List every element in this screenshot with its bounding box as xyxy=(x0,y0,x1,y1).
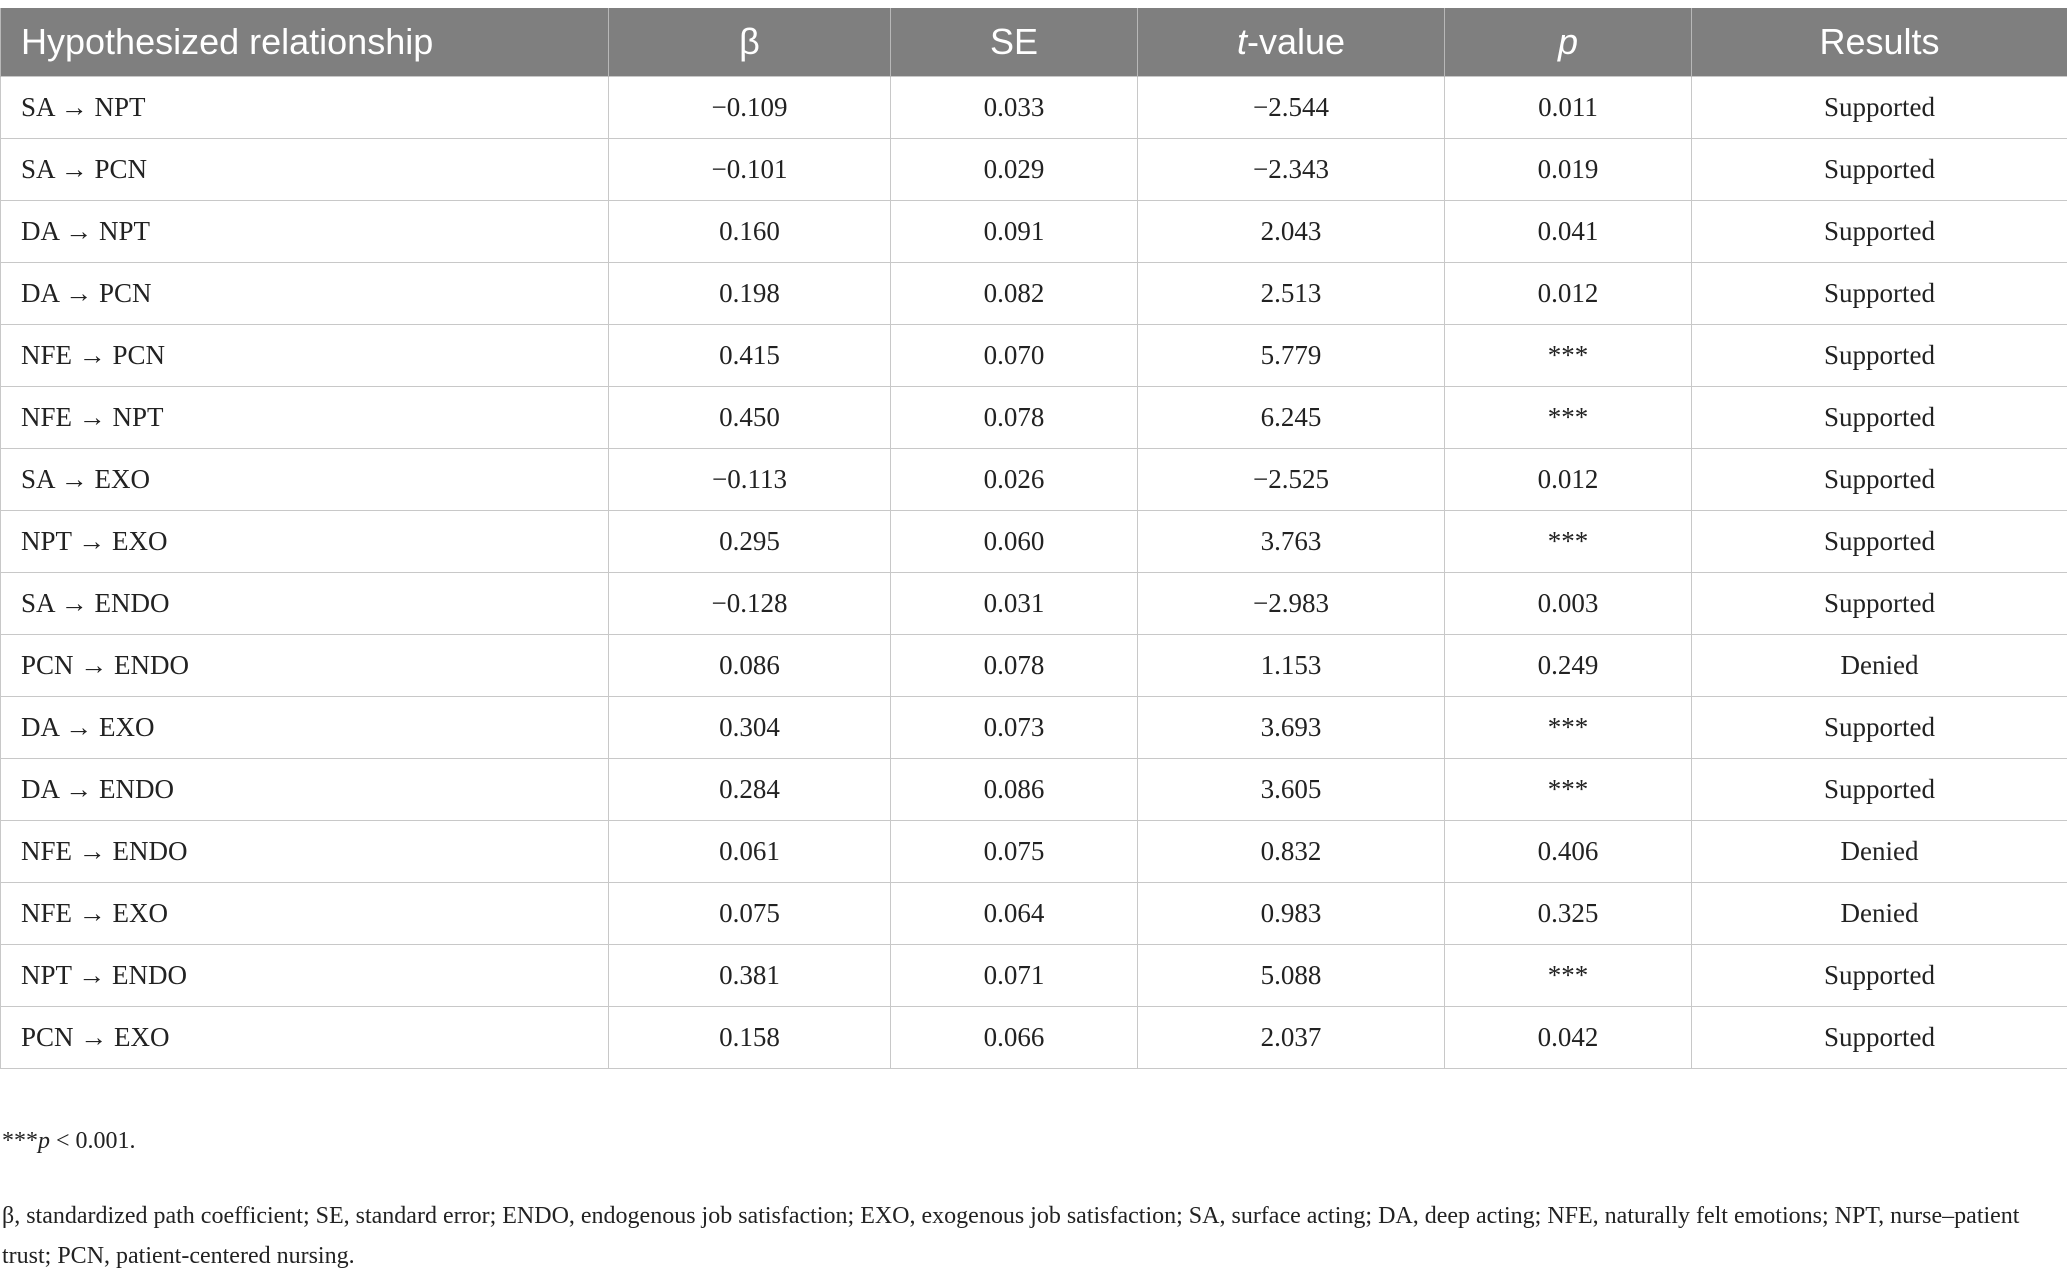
relationship-cell: DA → NPT xyxy=(1,201,609,263)
result-cell: Denied xyxy=(1692,883,2067,945)
result-cell: Supported xyxy=(1692,1007,2067,1069)
table-row xyxy=(1,387,2067,449)
header-t-suffix: -value xyxy=(1246,21,1346,62)
beta-cell: 0.198 xyxy=(609,263,891,325)
beta-cell: 0.284 xyxy=(609,759,891,821)
se-cell: 0.031 xyxy=(891,573,1138,635)
table-row xyxy=(1,201,2067,263)
table-row xyxy=(1,449,2067,511)
table-row xyxy=(1,759,2067,821)
result-cell: Supported xyxy=(1692,77,2067,139)
relationship-cell: NFE → ENDO xyxy=(1,821,609,883)
p-cell: 0.042 xyxy=(1445,1007,1692,1069)
se-cell: 0.071 xyxy=(891,945,1138,1007)
se-cell: 0.066 xyxy=(891,1007,1138,1069)
abbreviations-note: β, standardized path coefficient; SE, standard error; ENDO, endogenous job satisfaction; EXO, exogenous job satisfaction; SA, surface acting; DA, deep acting; NFE, naturally felt emotions; NPT, nurse–patient trust; PCN, patient-centered nursing. xyxy=(2,1203,2020,1269)
relationship-cell: PCN → ENDO xyxy=(1,635,609,697)
result-cell: Denied xyxy=(1692,821,2067,883)
result-cell: Supported xyxy=(1692,449,2067,511)
se-cell: 0.033 xyxy=(891,77,1138,139)
relationship-cell: NFE → PCN xyxy=(1,325,609,387)
se-cell: 0.078 xyxy=(891,387,1138,449)
se-cell: 0.078 xyxy=(891,635,1138,697)
result-cell: Supported xyxy=(1692,697,2067,759)
relationship-cell: PCN → EXO xyxy=(1,1007,609,1069)
result-cell: Supported xyxy=(1692,511,2067,573)
table-row xyxy=(1,1007,2067,1069)
t-value-cell: 3.605 xyxy=(1138,759,1445,821)
relationship-cell: DA → EXO xyxy=(1,697,609,759)
se-cell: 0.073 xyxy=(891,697,1138,759)
t-value-cell: 2.043 xyxy=(1138,201,1445,263)
t-value-cell: −2.983 xyxy=(1138,573,1445,635)
beta-cell: −0.128 xyxy=(609,573,891,635)
t-value-cell: 6.245 xyxy=(1138,387,1445,449)
table-row xyxy=(1,883,2067,945)
t-value-cell: 3.693 xyxy=(1138,697,1445,759)
table-row xyxy=(1,139,2067,201)
beta-cell: 0.160 xyxy=(609,201,891,263)
se-cell: 0.064 xyxy=(891,883,1138,945)
se-cell: 0.070 xyxy=(891,325,1138,387)
result-cell: Supported xyxy=(1692,759,2067,821)
t-value-cell: 1.153 xyxy=(1138,635,1445,697)
beta-cell: 0.450 xyxy=(609,387,891,449)
relationship-cell: SA → PCN xyxy=(1,139,609,201)
table-row xyxy=(1,325,2067,387)
relationship-cell: NPT → ENDO xyxy=(1,945,609,1007)
beta-cell: 0.075 xyxy=(609,883,891,945)
beta-cell: −0.109 xyxy=(609,77,891,139)
table-row xyxy=(1,635,2067,697)
beta-cell: −0.101 xyxy=(609,139,891,201)
result-cell: Supported xyxy=(1692,573,2067,635)
beta-cell: 0.304 xyxy=(609,697,891,759)
t-value-cell: 0.832 xyxy=(1138,821,1445,883)
result-cell: Supported xyxy=(1692,945,2067,1007)
t-value-cell: −2.343 xyxy=(1138,139,1445,201)
header-beta: β xyxy=(609,8,891,77)
table-header-row xyxy=(1,8,2067,77)
beta-cell: 0.381 xyxy=(609,945,891,1007)
table-row xyxy=(1,573,2067,635)
significance-p: p xyxy=(38,1128,50,1154)
beta-cell: 0.158 xyxy=(609,1007,891,1069)
table-row xyxy=(1,511,2067,573)
result-cell: Supported xyxy=(1692,325,2067,387)
p-cell: 0.011 xyxy=(1445,77,1692,139)
t-value-cell: −2.544 xyxy=(1138,77,1445,139)
header-p-italic: p xyxy=(1557,21,1579,62)
table-row xyxy=(1,263,2067,325)
se-cell: 0.026 xyxy=(891,449,1138,511)
p-cell: *** xyxy=(1445,697,1692,759)
table-row xyxy=(1,945,2067,1007)
relationship-cell: NFE → EXO xyxy=(1,883,609,945)
p-cell: *** xyxy=(1445,325,1692,387)
significance-symbol: *** xyxy=(2,1128,38,1154)
se-cell: 0.029 xyxy=(891,139,1138,201)
table-row xyxy=(1,821,2067,883)
t-value-cell: 0.983 xyxy=(1138,883,1445,945)
relationship-cell: SA → EXO xyxy=(1,449,609,511)
result-cell: Denied xyxy=(1692,635,2067,697)
significance-threshold: < 0.001. xyxy=(50,1128,136,1154)
p-cell: 0.041 xyxy=(1445,201,1692,263)
significance-note xyxy=(2,1128,136,1155)
p-cell: *** xyxy=(1445,945,1692,1007)
relationship-cell: NPT → EXO xyxy=(1,511,609,573)
p-cell: 0.012 xyxy=(1445,263,1692,325)
p-cell: *** xyxy=(1445,387,1692,449)
beta-cell: −0.113 xyxy=(609,449,891,511)
p-cell: *** xyxy=(1445,759,1692,821)
header-p xyxy=(1445,8,1692,77)
table-row xyxy=(1,77,2067,139)
t-value-cell: 2.037 xyxy=(1138,1007,1445,1069)
result-cell: Supported xyxy=(1692,201,2067,263)
relationship-cell: SA → NPT xyxy=(1,77,609,139)
beta-cell: 0.295 xyxy=(609,511,891,573)
p-cell: 0.249 xyxy=(1445,635,1692,697)
beta-cell: 0.415 xyxy=(609,325,891,387)
relationship-cell: DA → PCN xyxy=(1,263,609,325)
p-cell: 0.325 xyxy=(1445,883,1692,945)
t-value-cell: 2.513 xyxy=(1138,263,1445,325)
se-cell: 0.082 xyxy=(891,263,1138,325)
result-cell: Supported xyxy=(1692,139,2067,201)
hypothesis-results-table xyxy=(0,8,2067,1069)
t-value-cell: 3.763 xyxy=(1138,511,1445,573)
header-t-italic: t xyxy=(1236,21,1247,62)
t-value-cell: 5.088 xyxy=(1138,945,1445,1007)
header-t-value xyxy=(1138,8,1445,77)
se-cell: 0.091 xyxy=(891,201,1138,263)
p-cell: 0.019 xyxy=(1445,139,1692,201)
header-hypothesized-relationship: Hypothesized relationship xyxy=(1,8,609,77)
t-value-cell: 5.779 xyxy=(1138,325,1445,387)
p-cell: 0.003 xyxy=(1445,573,1692,635)
relationship-cell: SA → ENDO xyxy=(1,573,609,635)
se-cell: 0.086 xyxy=(891,759,1138,821)
relationship-cell: DA → ENDO xyxy=(1,759,609,821)
se-cell: 0.075 xyxy=(891,821,1138,883)
header-results: Results xyxy=(1692,8,2067,77)
p-cell: 0.012 xyxy=(1445,449,1692,511)
relationship-cell: NFE → NPT xyxy=(1,387,609,449)
result-cell: Supported xyxy=(1692,387,2067,449)
t-value-cell: −2.525 xyxy=(1138,449,1445,511)
se-cell: 0.060 xyxy=(891,511,1138,573)
header-se: SE xyxy=(891,8,1138,77)
beta-cell: 0.061 xyxy=(609,821,891,883)
beta-cell: 0.086 xyxy=(609,635,891,697)
p-cell: 0.406 xyxy=(1445,821,1692,883)
result-cell: Supported xyxy=(1692,263,2067,325)
table-row xyxy=(1,697,2067,759)
p-cell: *** xyxy=(1445,511,1692,573)
